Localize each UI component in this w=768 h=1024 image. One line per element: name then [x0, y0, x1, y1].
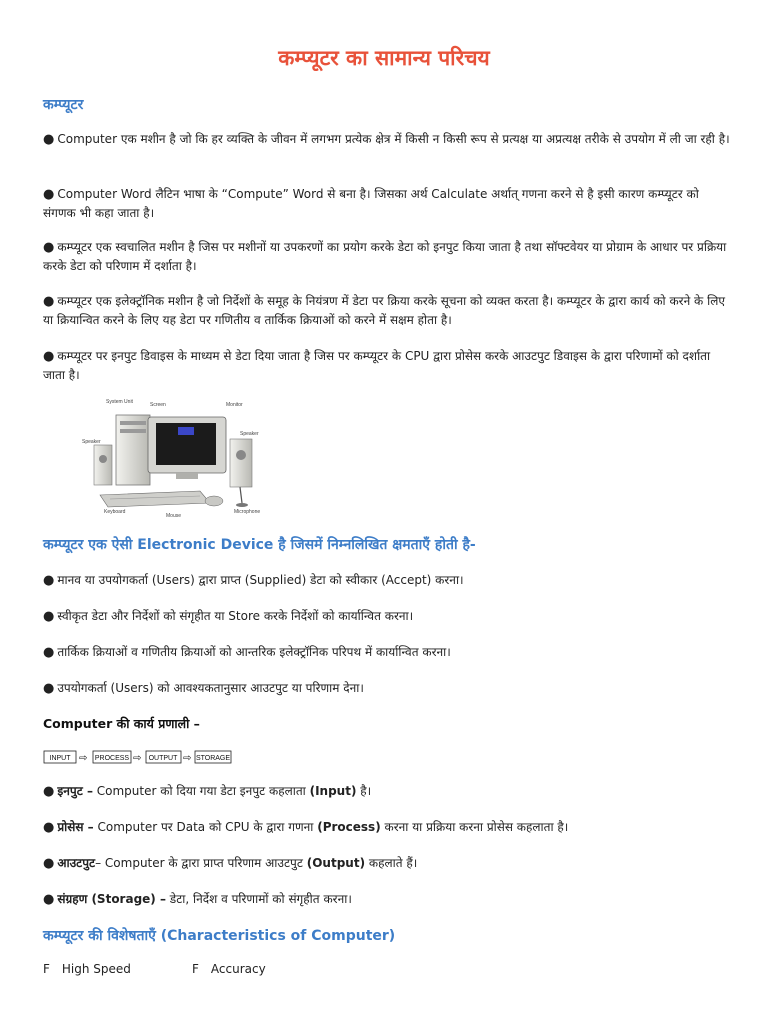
microphone-icon	[236, 487, 248, 507]
definition-storage: ● संग्रहण (Storage) – डेटा, निर्देश व परिणामों को संगृहीत करना।	[43, 892, 352, 907]
monitor-icon	[148, 417, 226, 479]
storage-step-label: STORAGE	[195, 755, 231, 762]
arrow-right-icon: ⇨	[133, 753, 142, 764]
bullet-icon: ●	[43, 349, 55, 364]
label-microphone: Microphone	[234, 509, 261, 515]
computer-parts-figure	[80, 395, 266, 519]
arrow-right-icon: ⇨	[79, 753, 88, 764]
section-heading-characteristics: कम्प्यूटर की विशेषताएँ (Characteristics of Computer)	[43, 928, 396, 944]
feature-marker: F	[43, 962, 50, 976]
bullet-icon: ●	[43, 294, 55, 309]
paragraph-3: ● कम्प्यूटर एक स्वचालित मशीन है जिस पर मशीनों या उपकरणों का प्रयोग करके डेटा को इनपुट किया जाता है तथा सॉफ्टवेयर या प्रोग्राम के आधार पर प्रक्रिया करके डेटा को परिणाम में दर्शाता है।	[43, 240, 727, 273]
capability-item: ● उपयोगकर्ता (Users) को आवश्यकतानुसार आउटपुट या परिणाम देना।	[43, 681, 364, 696]
feature-accuracy: F Accuracy	[192, 962, 266, 976]
definition-output: ● आउटपुट– Computer के द्वारा प्राप्त परिणाम आउटपुट (Output) कहलाते हैं।	[43, 856, 418, 871]
label-monitor: Monitor	[226, 402, 243, 408]
capability-item: ● मानव या उपयोगकर्ता (Users) द्वारा प्राप्त (Supplied) डेटा को स्वीकार (Accept) करना।	[43, 573, 464, 588]
system-unit-icon	[116, 415, 150, 485]
label-keyboard: Keyboard	[104, 509, 126, 515]
paragraph-4: ● कम्प्यूटर एक इलेक्ट्रॉनिक मशीन है जो निर्देशों के समूह के नियंत्रण में डेटा पर क्रिया करके सूचना को व्यक्त करता है। कम्प्यूटर के द्वारा कार्य को करने के लिए या क्रियान्वित करने के लिए यह डेटा पर गणितीय व तार्किक क्रियाओं को करने में सक्षम होता है।	[43, 294, 725, 327]
section-heading-computer: कम्प्यूटर	[43, 97, 84, 113]
input-step-label: INPUT	[49, 755, 71, 762]
capability-item: ● स्वीकृत डेटा और निर्देशों को संगृहीत या Store करके निर्देशों को कार्यान्वित करना।	[43, 609, 414, 624]
bullet-icon: ●	[43, 645, 55, 660]
mouse-icon	[205, 496, 223, 506]
bullet-icon: ●	[43, 856, 55, 871]
paragraph-2: ● Computer Word लैटिन भाषा के “Compute” Word से बना है। जिसका अर्थ Calculate अर्थात् गणना करने से है इसी कारण कम्प्यूटर को संगणक भी कहा जाता है।	[43, 187, 699, 220]
bullet-icon: ●	[43, 609, 55, 624]
definition-process: ● प्रोसेस – Computer पर Data को CPU के द्वारा गणना (Process) करना या प्रक्रिया करना प्रोसेस कहलाता है।	[43, 820, 569, 835]
bullet-icon: ●	[43, 784, 55, 799]
arrow-right-icon: ⇨	[183, 753, 192, 764]
speaker-right-icon	[230, 439, 252, 487]
paragraph-1: ● Computer एक मशीन है जो कि हर व्यक्ति के जीवन में लगभग प्रत्येक क्षेत्र में किसी न किसी रूप से प्रत्यक्ष या अप्रत्यक्ष तरीके से उपयोग में ली जा रही है।	[43, 132, 730, 147]
capability-item: ● तार्किक क्रियाओं व गणितीय क्रियाओं को आन्तरिक इलेक्ट्रॉनिक परिपथ में कार्यान्वित करना।	[43, 645, 451, 660]
label-screen: Screen	[150, 402, 166, 408]
bullet-icon: ●	[43, 132, 55, 147]
workflow-diagram	[43, 749, 243, 765]
label-speaker-right: Speaker	[240, 431, 259, 437]
label-system-unit: System Unit	[106, 399, 133, 405]
definition-input: ● इनपुट – Computer को दिया गया डेटा इनपुट कहलाता (Input) है।	[43, 784, 372, 799]
bullet-icon: ●	[43, 681, 55, 696]
feature-marker: F	[192, 962, 199, 976]
process-step-label: PROCESS	[94, 755, 130, 762]
speaker-left-icon	[94, 445, 112, 485]
paragraph-5: ● कम्प्यूटर पर इनपुट डिवाइस के माध्यम से डेटा दिया जाता है जिस पर कम्प्यूटर के CPU द्वारा प्रोसेस करके आउटपुट डिवाइस के द्वारा परिणामों को दर्शाता जाता है।	[43, 349, 711, 382]
bullet-icon: ●	[43, 573, 55, 588]
workflow-heading: Computer की कार्य प्रणाली –	[43, 716, 200, 731]
bullet-icon: ●	[43, 892, 55, 907]
label-mouse: Mouse	[166, 513, 182, 519]
label-speaker-left: Speaker	[82, 439, 101, 445]
feature-high-speed: F High Speed	[43, 962, 131, 976]
page-title: कम्प्यूटर का सामान्य परिचय	[278, 46, 490, 70]
section-heading-capabilities: कम्प्यूटर एक ऐसी Electronic Device है जिसमें निम्नलिखित क्षमताएँ होती है-	[43, 537, 476, 553]
output-step-label: OUTPUT	[148, 755, 178, 762]
bullet-icon: ●	[43, 820, 55, 835]
keyboard-icon	[100, 491, 210, 507]
bullet-icon: ●	[43, 187, 55, 202]
bullet-icon: ●	[43, 240, 55, 255]
